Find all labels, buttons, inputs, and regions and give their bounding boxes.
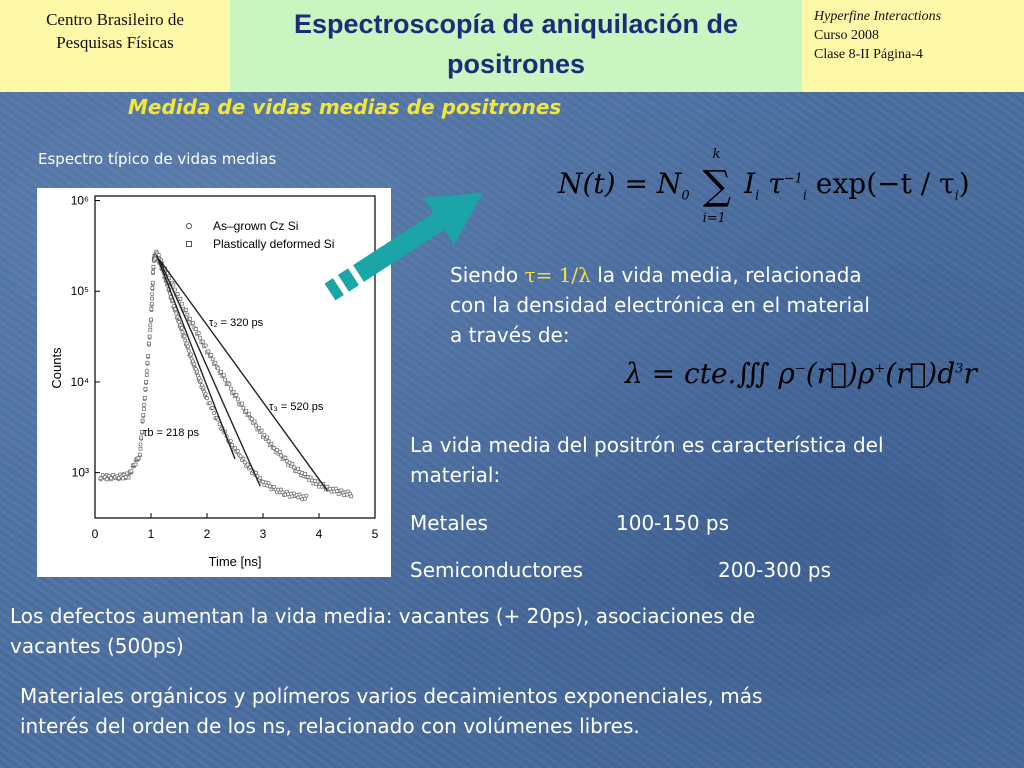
page-title-line1: Espectroscopía de aniquilación de [293, 9, 739, 39]
data-point [211, 358, 214, 361]
data-point [152, 271, 155, 274]
data-point [260, 429, 263, 432]
data-point [243, 461, 246, 464]
data-point [228, 383, 231, 386]
y-tick-label: 10⁶ [70, 193, 89, 208]
semiconductors-value: 200-300 ps [718, 558, 832, 582]
data-point [284, 456, 287, 459]
y-tick-label: 10⁵ [70, 284, 89, 299]
data-point [147, 354, 150, 357]
data-point [239, 455, 242, 458]
y-tick-label: 10⁴ [70, 374, 89, 389]
data-point [231, 443, 234, 446]
data-point [194, 328, 197, 331]
sum-lower-limit: i=1 [702, 211, 726, 226]
data-point [222, 374, 225, 377]
data-point [150, 318, 153, 321]
data-point [304, 472, 307, 475]
data-point [185, 308, 188, 311]
data-point [204, 392, 207, 395]
eq2-mid: (r⃗)ρ [805, 357, 875, 390]
data-point [297, 467, 300, 470]
course-year: Curso 2008 [814, 28, 879, 43]
eq1-tau: τ [768, 167, 784, 200]
data-point [350, 495, 353, 498]
data-point [199, 379, 202, 382]
defects-line1: Los defectos aumentan la vida media: vacantes (+ 20ps), asociaciones de [10, 604, 755, 628]
data-point [202, 386, 205, 389]
tau2-annotation: τ₂ = 320 ps [209, 317, 264, 329]
taub-annotation: τb = 218 ps [143, 427, 200, 439]
x-tick-label: 4 [315, 527, 323, 541]
title-box [230, 0, 802, 92]
x-tick-label: 0 [91, 527, 99, 541]
data-point [150, 293, 153, 296]
data-point [235, 394, 238, 397]
data-point [267, 482, 270, 485]
siendo-line3: a través de: [450, 323, 570, 347]
data-point [141, 419, 144, 422]
eq2-sup1: − [794, 361, 806, 377]
course-name: Hyperfine Interactions [814, 9, 942, 24]
figure-caption: Espectro típico de vidas medias [38, 150, 277, 168]
data-point [309, 476, 312, 479]
data-point [196, 370, 199, 373]
y-axis-label: Counts [49, 347, 64, 389]
data-point [130, 470, 133, 473]
data-point [149, 328, 152, 331]
data-point [147, 342, 150, 345]
data-point [242, 406, 245, 409]
eq2-end: (r⃗)d [885, 357, 956, 390]
institution-line1: Centro Brasileiro de [46, 10, 184, 29]
data-point [151, 297, 154, 300]
organics-line1: Materiales orgánicos y polímeros varios decaimientos exponenciales, más [20, 684, 763, 708]
data-point [266, 436, 269, 439]
data-point [224, 378, 227, 381]
x-tick-label: 2 [203, 527, 211, 541]
characteristic-paragraph [410, 430, 1022, 490]
data-point [207, 350, 210, 353]
data-point [151, 286, 154, 289]
data-point [212, 411, 215, 414]
data-point [134, 463, 137, 466]
data-point [144, 387, 147, 390]
data-point [139, 443, 142, 446]
eq1-lhs-sub: 0 [681, 188, 690, 204]
data-point [139, 447, 142, 450]
data-point [143, 408, 146, 411]
data-point [138, 453, 141, 456]
data-point [105, 478, 108, 481]
data-point [236, 398, 239, 401]
data-point [142, 403, 145, 406]
data-point [217, 367, 220, 370]
section-subtitle: Medida de vidas medias de positrones [128, 95, 562, 119]
data-point [242, 457, 245, 460]
legend-marker-2 [187, 242, 192, 247]
tau-definition: τ= 1/λ [524, 263, 591, 287]
data-point [248, 412, 251, 415]
data-point [270, 442, 273, 445]
data-point [180, 326, 183, 329]
institution-box [0, 0, 230, 92]
data-point [145, 369, 148, 372]
tau3-annotation: τ₃ = 520 ps [269, 401, 324, 413]
siendo-paragraph [450, 260, 1020, 350]
eq2-start: λ = cte.∭ ρ [625, 357, 795, 390]
semiconductors-label: Semiconductores [410, 558, 583, 582]
data-point [148, 335, 151, 338]
data-point [211, 406, 214, 409]
data-point [236, 449, 239, 452]
data-point [232, 390, 235, 393]
eq2-sup3: 3 [955, 361, 964, 377]
data-point [204, 344, 207, 347]
data-point [292, 466, 295, 469]
legend-label-2: Plastically deformed Si [213, 237, 335, 251]
data-point [229, 387, 232, 390]
data-point [245, 409, 248, 412]
institution-line2: Pesquisas Físicas [56, 33, 174, 52]
data-point [233, 446, 236, 449]
eq1-intensity: I [744, 167, 756, 200]
data-point [176, 315, 179, 318]
eq1-tau-sub: i [802, 188, 808, 204]
characteristic-line1: La vida media del positrón es característica del [410, 433, 884, 457]
data-point [193, 363, 196, 366]
metals-value: 100-150 ps [616, 511, 730, 535]
data-point [110, 477, 113, 480]
data-point [278, 450, 281, 453]
data-point [152, 265, 155, 268]
data-point [145, 374, 148, 377]
y-tick-label: 10³ [71, 465, 89, 480]
siendo-rest: la vida media, relacionada [590, 263, 862, 287]
data-point [146, 361, 149, 364]
eq1-tau-sup: −1 [783, 171, 803, 187]
data-point [253, 420, 256, 423]
defects-line2: vacantes (500ps) [10, 634, 184, 658]
legend-marker-1 [187, 224, 192, 229]
data-point [180, 302, 183, 305]
data-point [150, 307, 153, 310]
data-point [205, 397, 208, 400]
data-point [142, 413, 145, 416]
data-point [137, 457, 140, 460]
data-point [127, 476, 130, 479]
data-point [186, 313, 189, 316]
data-point [291, 463, 294, 466]
page-title-line2: positrones [446, 49, 586, 79]
sum-upper-limit: k [712, 147, 721, 162]
lifetime-sum-equation [558, 147, 970, 226]
eq1-exp: exp(−t / τ [815, 167, 955, 200]
data-point [214, 361, 217, 364]
sigma-symbol: ∑ k i=1 [702, 147, 732, 226]
data-point [183, 335, 186, 338]
data-point [149, 324, 152, 327]
data-point [176, 293, 179, 296]
data-point [172, 283, 175, 286]
data-point [145, 380, 148, 383]
data-point [199, 336, 202, 339]
data-point [175, 312, 178, 315]
chart-marks [99, 250, 353, 501]
data-point [246, 463, 249, 466]
eq1-exp-close: ) [958, 167, 970, 200]
data-point [241, 402, 244, 405]
x-axis-label: Time [ns] [208, 554, 262, 569]
data-point [210, 353, 213, 356]
x-tick-label: 3 [259, 527, 267, 541]
siendo-line2: con la densidad electrónica en el material [450, 293, 870, 317]
data-point [208, 401, 211, 404]
data-point [150, 302, 153, 305]
characteristic-line2: material: [410, 463, 501, 487]
data-point [201, 340, 204, 343]
data-point [192, 321, 195, 324]
eq2-sup2: + [874, 361, 886, 377]
course-info-box [802, 0, 1024, 92]
data-point [305, 494, 308, 497]
eq1-lhs: N(t) = N [558, 167, 682, 200]
data-point [99, 477, 102, 480]
organics-line2: interés del orden de los ns, relacionado con volúmenes libres. [20, 714, 640, 738]
metals-label: Metales [410, 511, 488, 535]
data-point [197, 332, 200, 335]
data-point [189, 317, 192, 320]
fit-line [159, 259, 260, 486]
data-point [220, 370, 223, 373]
course-class: Clase 8-II Página-4 [814, 47, 923, 62]
eq2-last: r [963, 357, 977, 390]
defects-paragraph [10, 601, 1020, 661]
eq1-exp-sub: i [954, 188, 959, 204]
x-tick-label: 5 [371, 527, 379, 541]
x-tick-label: 1 [147, 527, 155, 541]
annihilation-rate-equation [625, 357, 977, 390]
organics-paragraph [20, 681, 1020, 741]
data-point [179, 297, 182, 300]
data-point [187, 349, 190, 352]
eq1-intensity-sub: i [755, 188, 760, 204]
data-point [187, 345, 190, 348]
data-point [259, 476, 262, 479]
legend-label-1: As–grown Cz Si [213, 219, 299, 233]
data-point [189, 353, 192, 356]
data-point [151, 281, 154, 284]
fit-line [159, 259, 327, 490]
siendo-prefix: Siendo [450, 263, 525, 287]
data-point [229, 439, 232, 442]
data-point [143, 396, 146, 399]
